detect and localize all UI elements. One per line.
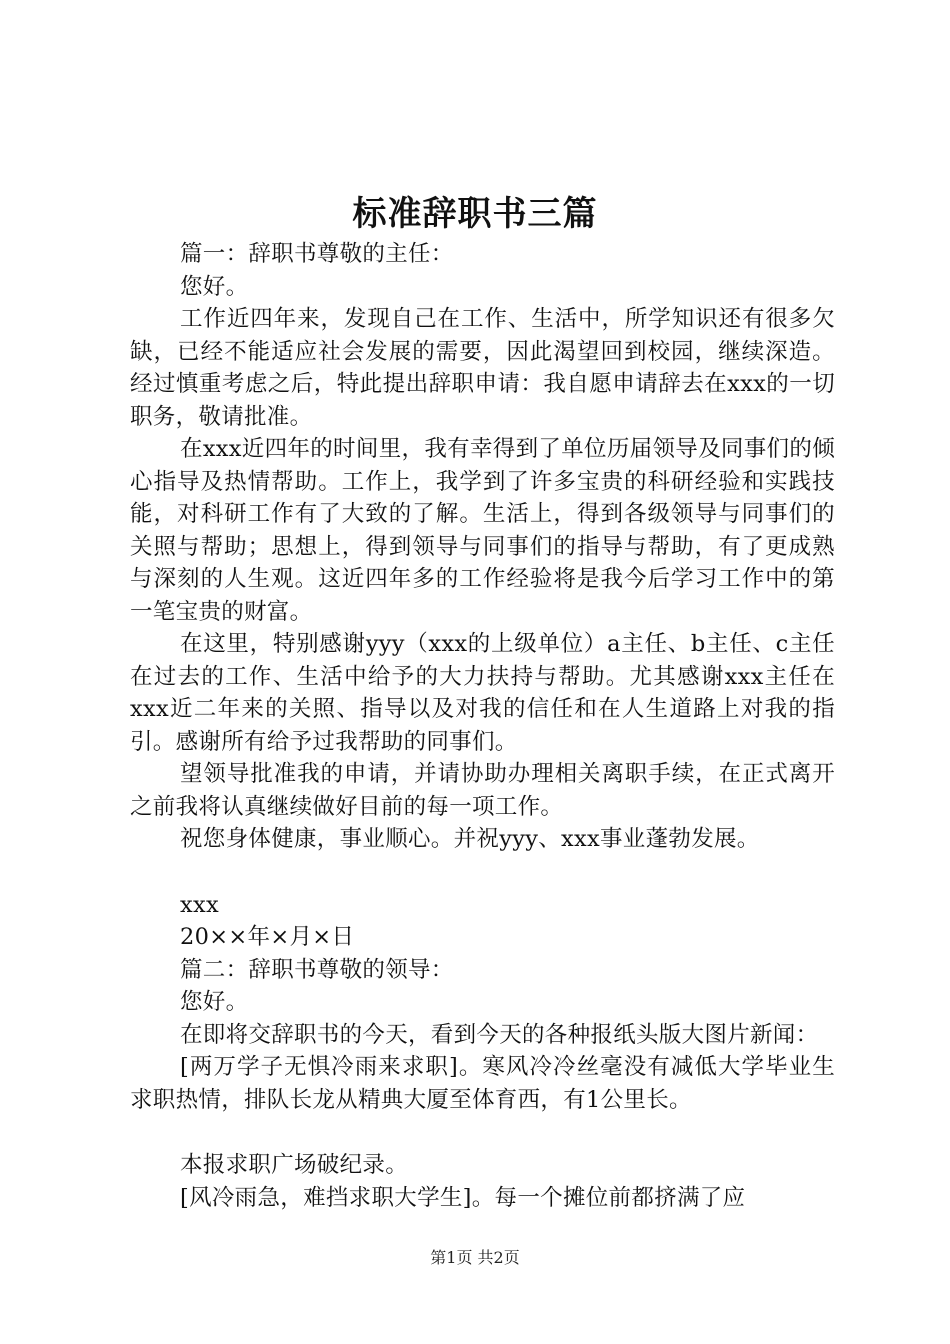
signature-name: xxx xyxy=(180,891,219,918)
paragraph: 工作近四年来，发现自己在工作、生活中，所学知识还有很多欠缺，已经不能适应社会发展的需要，因此渴望回到校园，继续深造。经过慎重考虑之后，特此提出辞职申请：我自愿申请辞去在xxx的一切职务，敬请批准。 xyxy=(130,306,835,430)
paragraph: 望领导批准我的申请，并请协助办理相关离职手续，在正式离开之前我将认真继续做好目前的每一项工作。 xyxy=(130,761,835,820)
page-footer: 第1页 共2页 xyxy=(430,1248,520,1267)
paragraph: 篇二：辞职书尊敬的领导： xyxy=(180,956,454,983)
paragraph: 本报求职广场破纪录。 xyxy=(180,1152,409,1178)
paragraph: 在xxx近四年的时间里，我有幸得到了单位历届领导及同事们的倾心指导及热情帮助。工作上，我学到了许多宝贵的科研经验和实践技能，对科研工作有了大致的了解。生活上，得到各级领导与同事们的关照与帮助；思想上，得到领导与同事们的指导与帮助，有了更成熟与深刻的人生观。这近四年多的工作经验将是我今后学习工作中的第一笔宝贵的财富。 xyxy=(130,436,835,625)
paragraph: 在这里，特别感谢yyy（xxx的上级单位）a主任、b主任、c主任在过去的工作、生活中给予的大力扶持与帮助。尤其感谢xxx主任在xxx近二年来的关照、指导以及对我的信任和在人生道路上对我的指引。感谢所有给予过我帮助的同事们。 xyxy=(130,631,835,755)
paragraph: 篇一：辞职书尊敬的主任： xyxy=(180,241,454,267)
spacer xyxy=(130,856,835,889)
paragraph: [两万学子无惧冷雨来求职]。寒风冷冷丝毫没有减低大学毕业生求职热情，排队长龙从精典大厦至体育西，有1公里长。 xyxy=(130,1054,835,1113)
signature-date: 20××年×月×日 xyxy=(180,924,355,950)
paragraph: 祝您身体健康，事业顺心。并祝yyy、xxx事业蓬勃发展。 xyxy=(180,826,760,852)
spacer xyxy=(130,1116,835,1149)
paragraph: 您好。 xyxy=(180,273,249,300)
document-title: 标准辞职书三篇 xyxy=(352,194,598,234)
paragraph: [风冷雨急，难挡求职大学生]。每一个摊位前都挤满了应 xyxy=(180,1184,746,1211)
paragraph: 在即将交辞职书的今天，看到今天的各种报纸头版大图片新闻： xyxy=(180,1021,819,1048)
document-body xyxy=(130,238,835,1214)
paragraph: 您好。 xyxy=(180,989,249,1015)
